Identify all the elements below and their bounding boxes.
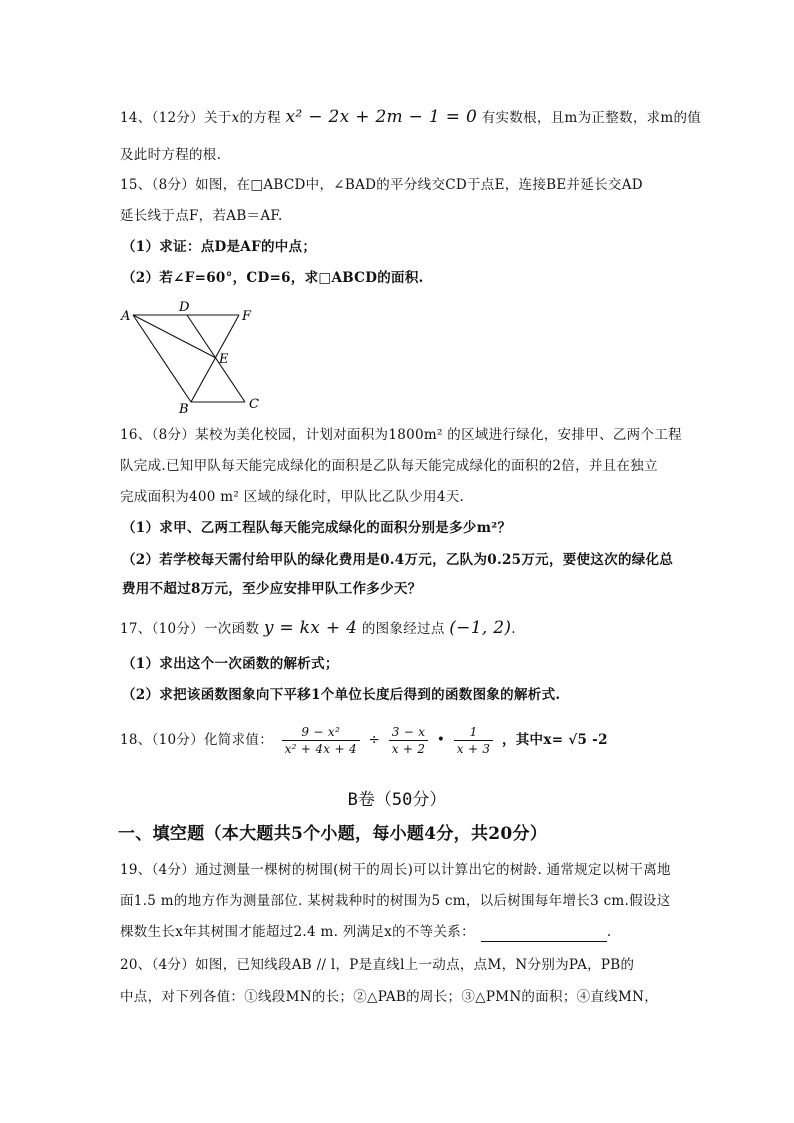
q19-line1: 19、（4分）通过测量一棵树的树围(树干的周长)可以计算出它的树龄. 通常规定以树干离地 — [120, 862, 671, 878]
q18-multiply-sign: • — [436, 732, 446, 748]
q16-line3: 完成面积为400 m² 区域的绿化时，甲队比乙队少用4天. — [120, 489, 465, 505]
q15-line2: 延长线于点F，若AB＝AF. — [120, 208, 283, 224]
segment-AE — [133, 315, 216, 358]
q17-point: (−1, 2) — [449, 618, 512, 638]
q14-prefix: 14、（12分）关于 — [120, 110, 232, 126]
q15-sub2: （2）若∠F=60°，CD=6，求□ABCD的面积. — [122, 270, 424, 286]
segment-DC — [187, 315, 245, 402]
q19-answer-blank[interactable] — [481, 927, 607, 942]
q18-fraction-3-denominator: x + 3 — [456, 742, 491, 756]
q15-line1: 15、（8分）如图，在□ABCD中，∠BAD的平分线交CD于点E，连接BE并延长交AD — [120, 177, 643, 193]
q18-suffix: ，其中x= √5 -2 — [501, 732, 608, 748]
q18-fraction-3 — [454, 724, 494, 757]
q14-line1 — [120, 107, 702, 128]
q18-fraction-2 — [389, 724, 429, 757]
q18-fraction-1-denominator: x² + 4x + 4 — [284, 742, 357, 756]
label-E: E — [219, 352, 229, 367]
q19-line3 — [120, 922, 680, 942]
q19-line2: 面1.5 m的地方作为测量部位. 某树栽种时的树围为5 cm，以后树围每年增长3 cm.假设这 — [120, 893, 671, 909]
q16-sub2a: （2）若学校每天需付给甲队的绿化费用是0.4万元，乙队为0.25万元，要使这次的绿化总 — [122, 552, 674, 568]
q15-parallelogram-figure — [115, 298, 275, 416]
q16-sub2b: 费用不超过8万元，至少应安排甲队工作多少天？ — [122, 581, 422, 597]
q17-sub2: （2）求把该函数图象向下平移1个单位长度后得到的函数图象的解析式. — [122, 687, 561, 703]
q18-fraction-1 — [282, 724, 360, 757]
segment-BF — [191, 315, 239, 402]
q17-function: y = kx + 4 — [263, 618, 358, 638]
q14-line2: 及此时方程的根. — [120, 147, 222, 163]
q17-prefix: 17、（10分）一次函数 — [120, 621, 260, 637]
segment-AB — [133, 315, 191, 402]
q17-end: . — [511, 621, 516, 637]
q18-divide-sign: ÷ — [368, 732, 381, 748]
q18-fraction-1-numerator: 9 − x² — [282, 724, 360, 741]
q16-sub1: （1）求甲、乙两工程队每天能完成绿化的面积分别是多少m²？ — [122, 520, 512, 536]
q17-mid: 的图象经过点 — [361, 621, 445, 637]
q17-sub1: （1）求出这个一次函数的解析式； — [122, 656, 339, 672]
label-C: C — [249, 397, 259, 412]
section-b-title: B卷（50分） — [347, 790, 447, 810]
q16-line1: 16、（8分）某校为美化校园，计划对面积为1800m² 的区域进行绿化，安排甲、乙两个工程 — [120, 427, 682, 443]
section-b-subtitle: 一、填空题（本大题共5个小题，每小题4分，共20分） — [118, 824, 548, 844]
q20-line1: 20、（4分）如图，已知线段AB // l，P是直线l上一动点，点M，N分别为PA，PB的 — [120, 957, 635, 973]
q14-suffix: 有实数根，且m为正整数，求m的值 — [481, 110, 702, 126]
q19-line3-text: 棵数生长x年其树围才能超过2.4 m. 列满足x的不等关系： — [120, 924, 475, 940]
label-A: A — [121, 309, 131, 324]
q14-var-x: x — [231, 110, 240, 126]
q15-sub1: （1）求证：点D是AF的中点； — [122, 239, 317, 255]
q16-line2: 队完成.已知甲队每天能完成绿化的面积是乙队每天能完成绿化的面积的2倍，并且在独立 — [120, 458, 658, 474]
q18-prefix: 18、（10分）化简求值： — [120, 732, 274, 748]
q20-line2: 中点，对下列各值：①线段MN的长；②△PAB的周长；③△PMN的面积；④直线MN， — [120, 989, 659, 1005]
label-F: F — [242, 309, 252, 324]
q18-fraction-3-numerator: 1 — [454, 724, 494, 741]
q18-fraction-2-numerator: 3 − x — [389, 724, 429, 741]
q17-line1 — [120, 618, 680, 639]
q14-mid: 的方程 — [239, 110, 281, 126]
q14-equation: x² − 2x + 2m − 1 = 0 — [285, 107, 478, 127]
label-B: B — [179, 402, 189, 416]
label-D: D — [179, 300, 190, 315]
q18-fraction-2-denominator: x + 2 — [391, 742, 426, 756]
q19-end: . — [606, 924, 612, 940]
q18-line — [120, 722, 680, 762]
